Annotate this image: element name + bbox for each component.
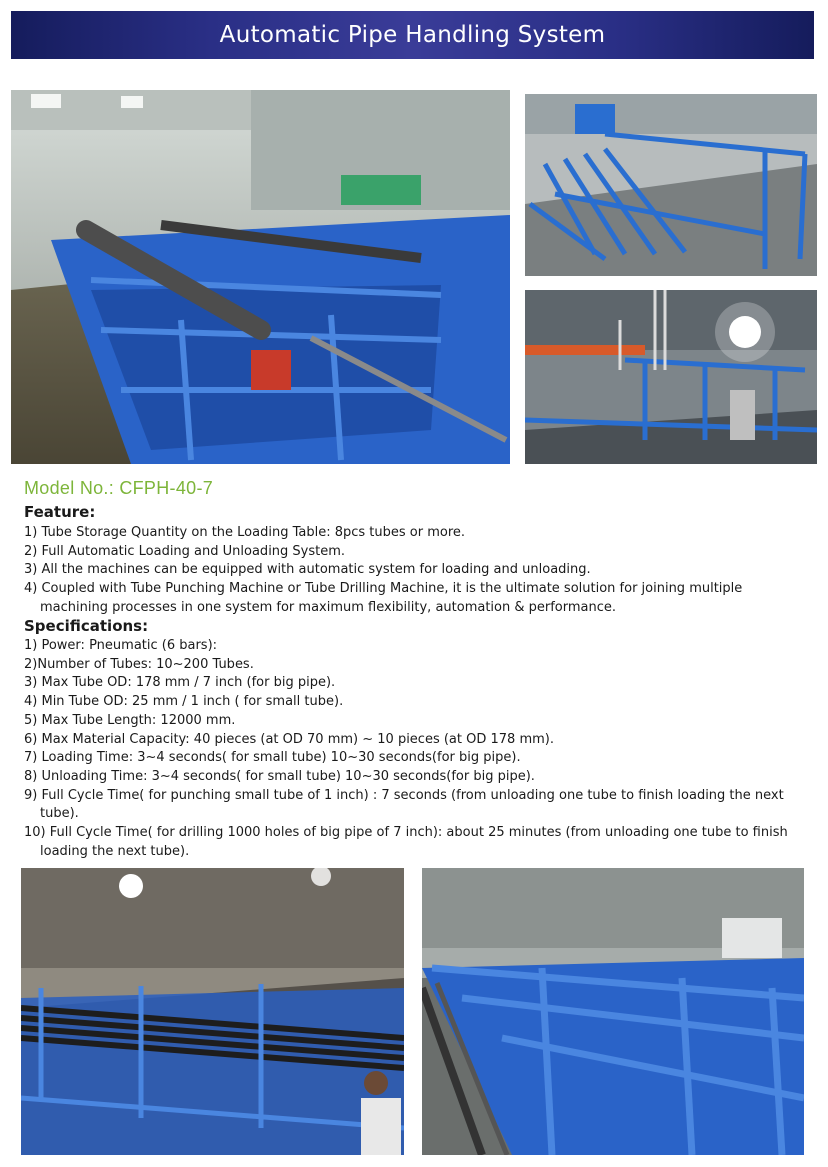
page-title: Automatic Pipe Handling System — [219, 22, 606, 48]
model-number: Model No.: CFPH-40-7 — [24, 478, 214, 498]
feature-heading: Feature: — [24, 503, 96, 521]
spec-item: 6) Max Material Capacity: 40 pieces (at OD 70 mm) ~ 10 pieces (at OD 178 mm). — [24, 731, 554, 747]
bottom-right-photo — [422, 868, 804, 1155]
spec-item: 3) Max Tube OD: 178 mm / 7 inch (for big pipe). — [24, 675, 336, 691]
top-right-photo — [525, 94, 817, 276]
feature-list — [24, 524, 814, 618]
main-photo — [11, 90, 510, 464]
specifications-heading: Specifications: — [24, 617, 149, 635]
spec-item: 5) Max Tube Length: 12000 mm. — [24, 712, 236, 728]
spec-item: 4) Min Tube OD: 25 mm / 1 inch ( for small tube). — [24, 694, 344, 710]
feature-item: 3) All the machines can be equipped with automatic system for loading and unloading. — [24, 562, 591, 578]
feature-item: 2) Full Automatic Loading and Unloading System. — [24, 543, 346, 559]
spec-item: 8) Unloading Time: 3~4 seconds( for small tube) 10~30 seconds(for big pipe). — [24, 768, 535, 784]
bottom-left-photo — [21, 868, 404, 1155]
title-banner — [11, 11, 814, 59]
spec-item: 10) Full Cycle Time( for drilling 1000 holes of big pipe of 7 inch): about 25 minutes (from unloading one tube to finish loading the next tube). — [24, 825, 788, 859]
feature-item: 1) Tube Storage Quantity on the Loading Table: 8pcs tubes or more. — [24, 525, 466, 540]
specifications-list — [24, 637, 814, 861]
mid-right-photo — [525, 290, 817, 464]
spec-item: 7) Loading Time: 3~4 seconds( for small tube) 10~30 seconds(for big pipe). — [24, 750, 521, 766]
spec-item: 1) Power: Pneumatic (6 bars): — [24, 638, 218, 653]
feature-item: 4) Coupled with Tube Punching Machine or Tube Drilling Machine, it is the ultimate solution for joining multiple machining processes in one system for maximum flexibility, automation & performance. — [24, 581, 743, 615]
spec-item: 9) Full Cycle Time( for punching small tube of 1 inch) : 7 seconds (from unloading one tube to finish loading the next tube). — [24, 787, 784, 822]
spec-item: 2)Number of Tubes: 10~200 Tubes. — [24, 656, 254, 672]
